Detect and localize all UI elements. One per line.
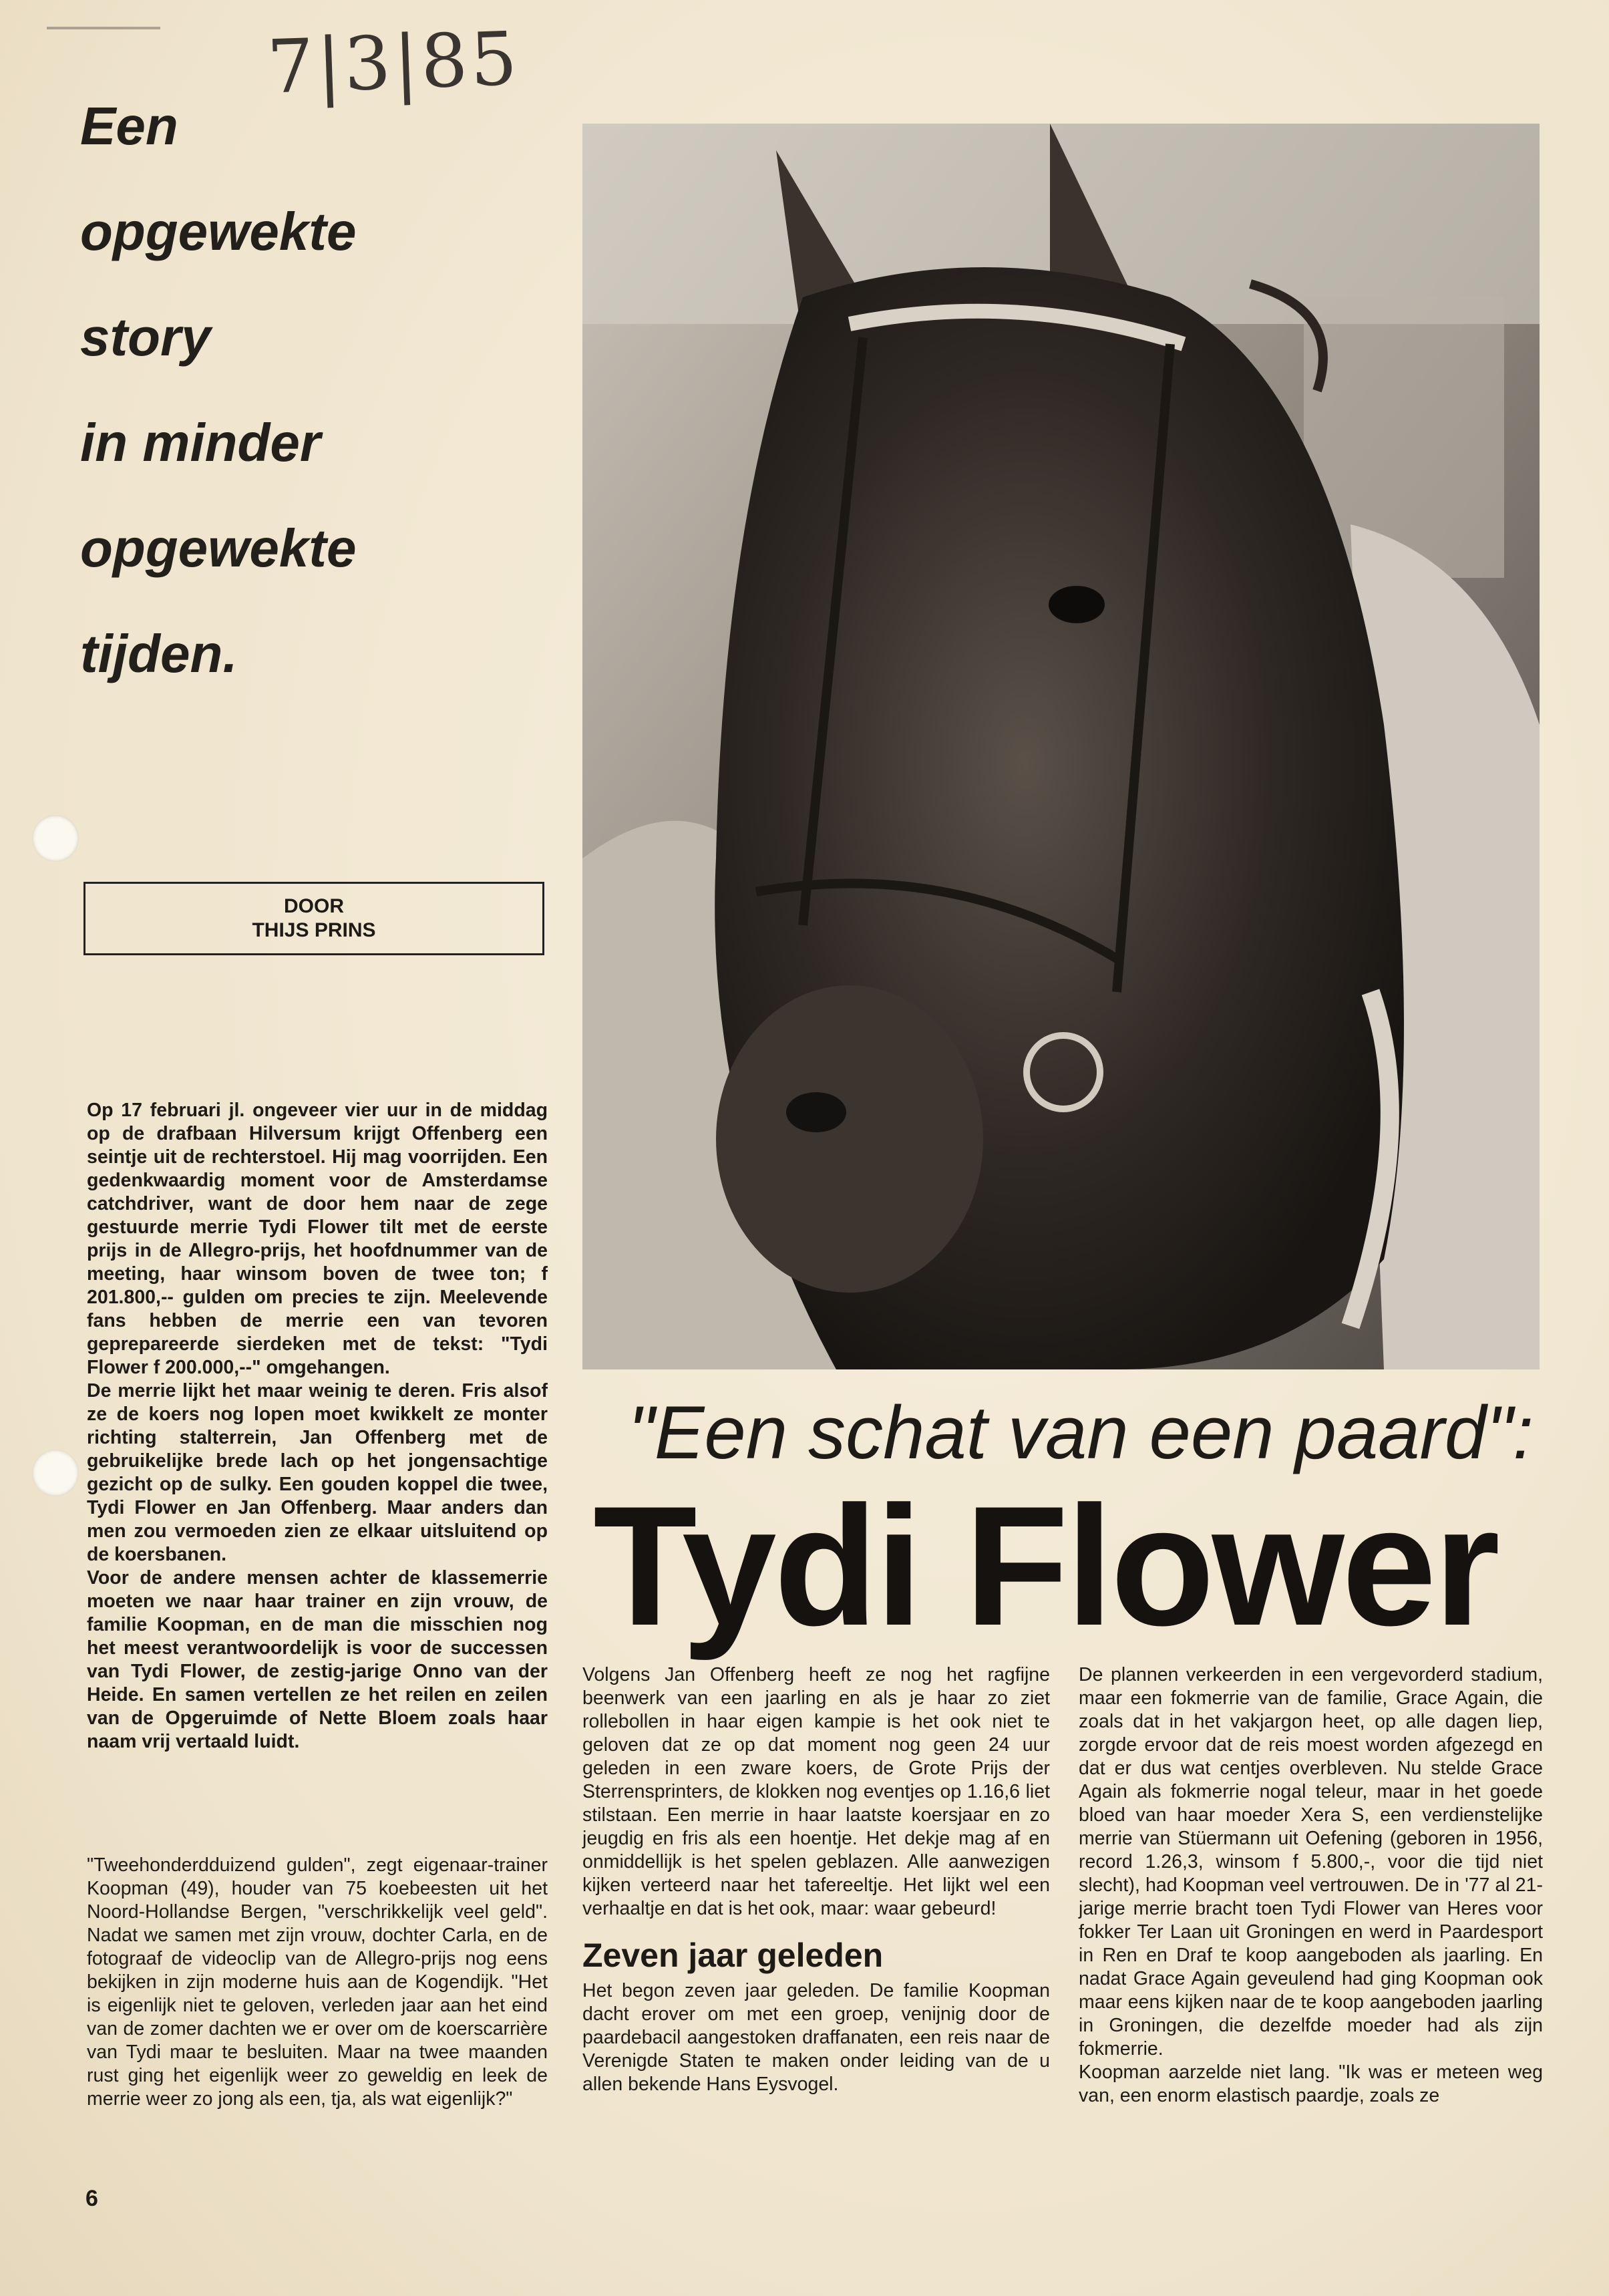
intro-text bbox=[80, 73, 454, 707]
article-title: Tydi Flower bbox=[593, 1471, 1497, 1661]
paragraph: Koopman aarzelde niet lang. "Ik was er meteen weg van, een enorm elastisch paardje, zoals ze bbox=[1079, 2062, 1543, 2106]
paragraph: De merrie lijkt het maar weinig te deren. Fris alsof ze de koers nog lopen moet kwikkelt ze monter richting stalterrein, Jan Offenberg met de gebruikelijke brede lach op het jongensachtige gezicht op de sulky. Een gouden koppel die twee, Tydi Flower en Jan Offenberg. Maar anders dan men zou vermoeden zien ze elkaar uitsluitend op de koersbanen. bbox=[87, 1380, 548, 1565]
handwritten-date: 7|3|85 bbox=[265, 15, 522, 110]
byline-author: THIJS PRINS bbox=[252, 919, 376, 941]
paragraph: "Tweehonderdduizend gulden", zegt eigenaar-trainer Koopman (49), houder van 75 koebeesten uit het Noord-Hollandse Bergen, "verschrikkelijk veel geld". Nadat we samen met zijn vrouw, dochter Carla, en de fotograaf de videoclip van de Allegro-prijs nog eens bekijken in zijn moderne huis aan de Kogendijk. "Het is eigenlijk niet te geloven, verleden jaar aan het eind van de zomer dachten we er over om de koerscarrière van Tydi maar te besluiten. Maar na twee maanden rust ging het eigenlijk weer zo geweldig en leek de merrie weer zo jong als een, tja, als wat eigenlijk?" bbox=[87, 1854, 548, 2110]
byline-label: DOOR bbox=[284, 895, 344, 917]
byline-box bbox=[83, 882, 544, 955]
column-1-lead bbox=[87, 1099, 548, 1754]
paragraph: De plannen verkeerden in een vergevorderd stadium, maar een fokmerrie van de familie, Grace Again, die zoals dat in het vakjargon heet, op alle dagen liep, zorgde ervoor dat de reis moest worden afgezegd en dat er dus wat centjes overbleven. Nu stelde Grace Again als fokmerrie nogal teleur, maar in het goede bloed van haar moeder Xera S, een verdienstelijke merrie van Stüermann uit Oefening (geboren in 1956, record 1.26,3, winsom f 5.800,-, voor die tijd niet slecht), had Koopman veel vertrouwen. De in '77 al 21-jarige merrie bracht toen Tydi Flower van Heres voor fokker Ter Laan uit Groningen en werd in Paardesport in Ren en Draf te koop aangeboden als jaarling. En nadat Grace Again geveulend had ging Koopman ook maar eens kijken naar de te koop aangeboden jaarling in Groningen, die dezelfde moeder had als zijn fokmerrie. bbox=[1079, 1664, 1543, 2060]
intro-line: in minder bbox=[80, 413, 321, 472]
intro-line: opgewekte bbox=[80, 518, 357, 578]
punch-hole bbox=[32, 815, 79, 862]
page-number: 6 bbox=[85, 2186, 98, 2211]
paragraph: Het begon zeven jaar geleden. De familie Koopman dacht erover om met een groep, venijnig door de paardebacil aangestoken draffanaten, een reis naar de Verenigde Staten te maken onder leiding van de u allen bekende Hans Eysvogel. bbox=[582, 1980, 1050, 2095]
horse-photo bbox=[582, 124, 1540, 1369]
horse-head-icon bbox=[582, 124, 1540, 1369]
punch-hole bbox=[32, 1450, 79, 1496]
section-heading: Zeven jaar geleden bbox=[582, 1937, 884, 1974]
paragraph: Volgens Jan Offenberg heeft ze nog het ragfijne beenwerk van een jaarling en als je haar zo ziet rollebollen in haar eigen kampie is het ook niet te geloven dat ze op dat moment nog geen 24 uur geleden in een zware koers, de Grote Prijs der Sterrensprinters, de klokken nog eventjes op 1.16,6 liet stilstaan. Een merrie in haar laatste koersjaar en zo jeugdig en fris als een hoentje. Het dekje mag af en onmiddellijk is het spelen geblazen. Alle aanwezigen kijken verteerd naar het tafereeltje. Het lijkt wel een verhaaltje en dat is het ook, maar: waar gebeurd! bbox=[582, 1664, 1050, 1919]
column-2 bbox=[582, 1663, 1050, 2096]
article-subhead: "Een schat van een paard": bbox=[628, 1391, 1534, 1474]
column-1-body bbox=[87, 1854, 548, 2111]
paragraph: Op 17 februari jl. ongeveer vier uur in de middag op de drafbaan Hilversum krijgt Offenberg een seintje uit de rechterstoel. Hij mag voorrijden. Een gedenkwaardig moment voor de Amsterdamse catchdriver, want de door hem naar de zege gestuurde merrie Tydi Flower tilt met de eerste prijs in de Allegro-prijs, het hoofdnummer van de meeting, haar winsom boven de twee ton; f 201.800,-- gulden om precies te zijn. Meelevende fans hebben de merrie een van tevoren geprepareerde sierdeken met de tekst: "Tydi Flower f 200.000,--" omgehangen. bbox=[87, 1100, 548, 1378]
intro-line: opgewekte bbox=[80, 202, 357, 261]
intro-line: Een bbox=[80, 96, 178, 156]
corner-mark bbox=[47, 27, 160, 29]
intro-line: tijden. bbox=[80, 624, 238, 683]
intro-line: story bbox=[80, 307, 211, 367]
column-3 bbox=[1079, 1663, 1543, 2108]
paragraph: Voor de andere mensen achter de klassemerrie moeten we naar haar trainer en zijn vrouw, de familie Koopman, en de man die misschien nog het meest verantwoordelijk is voor de successen van Tydi Flower, de zestig-jarige Onno van der Heide. En samen vertellen ze het reilen en zeilen van de Opgeruimde of Nette Bloem zoals haar naam vrij vertaald luidt. bbox=[87, 1567, 548, 1752]
